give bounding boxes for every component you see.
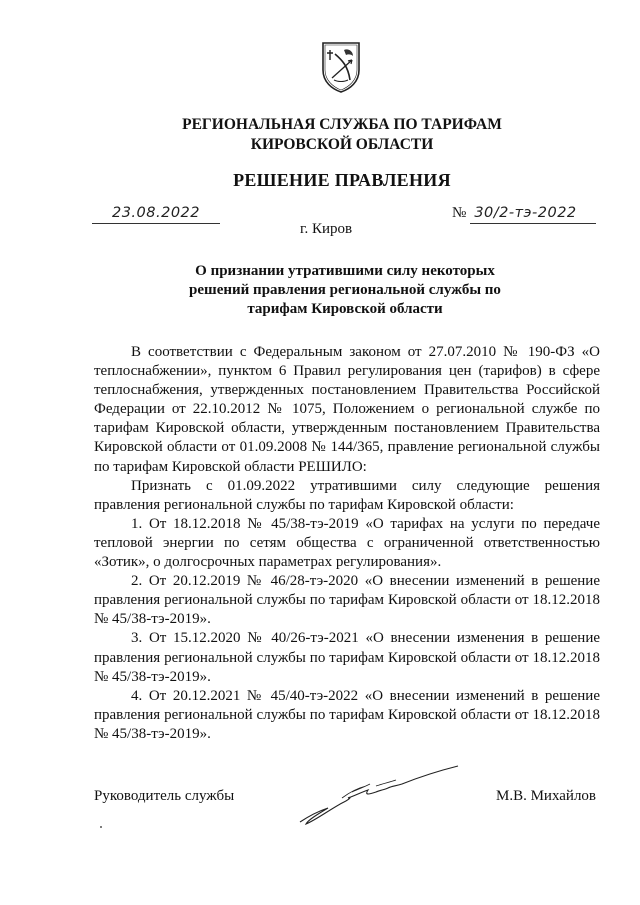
document-body xyxy=(94,343,600,744)
subject-line1: О признании утратившими силу некоторых xyxy=(195,263,495,279)
subject-line2: решений правления региональной службы по xyxy=(189,282,501,298)
list-item: 2. От 20.12.2019 № 46/28-тэ-2020 «О внесении изменений в решение правления региональной службы по тарифам Кировской области от 18.12.2018 № 45/38-тэ-2019». xyxy=(94,573,600,628)
document-city: г. Киров xyxy=(300,221,353,237)
coat-of-arms-kirov-icon xyxy=(320,40,362,94)
list-item: 3. От 15.12.2020 № 40/26-тэ-2021 «О внесении изменения в решение правления региональной службы по тарифам Кировской области от 18.12.2018 № 45/38-тэ-2019». xyxy=(94,630,600,685)
preamble-paragraph: В соответствии с Федеральным законом от 27.07.2010 № 190-ФЗ «О теплоснабжении», пунктом 6 Правил регулирования цен (тарифов) в сфере теплоснабжения, утвержденных постановлением Правительства Российской Федерации от 22.10.2012 № 1075, Положением о региональной службе по тарифам Кировской области, утвержденным постановлением Правительства Кировской области от 01.09.2008 № 144/365, правление региональной службы по тарифам Кировской области РЕШИЛО: xyxy=(94,344,600,475)
subject-line3: тарифам Кировской области xyxy=(247,301,443,317)
agency-name-line2: КИРОВСКОЙ ОБЛАСТИ xyxy=(250,136,434,153)
document-subject xyxy=(150,262,540,319)
list-item: 1. От 18.12.2018 № 45/38-тэ-2019 «О тарифах на услуги по передаче тепловой энергии по сетям общества с ограниченной ответственностью «Зотик», о долгосрочных параметрах регулирования». xyxy=(94,515,600,571)
scan-speck xyxy=(100,826,102,828)
agency-name-line1: РЕГИОНАЛЬНАЯ СЛУЖБА ПО ТАРИФАМ xyxy=(182,116,502,133)
number-label: № xyxy=(452,205,467,221)
decision-paragraph: Признать с 01.09.2022 утратившими силу следующие решения правления региональной службы по тарифам Кировской области: xyxy=(94,477,600,513)
document-number: 30/2-тэ-2022 xyxy=(470,203,596,224)
signatory-role: Руководитель службы xyxy=(94,788,235,804)
list-item: 4. От 20.12.2021 № 45/40-тэ-2022 «О внесении изменений в решение правления региональной службы по тарифам Кировской области от 18.12.2018 № 45/38-тэ-2019». xyxy=(94,687,600,742)
document-title: РЕШЕНИЕ ПРАВЛЕНИЯ xyxy=(233,170,451,190)
document-number-field xyxy=(452,203,596,223)
signatory-name: М.В. Михайлов xyxy=(496,788,597,804)
document-date: 23.08.2022 xyxy=(92,203,220,224)
signature-graphic xyxy=(292,762,462,832)
